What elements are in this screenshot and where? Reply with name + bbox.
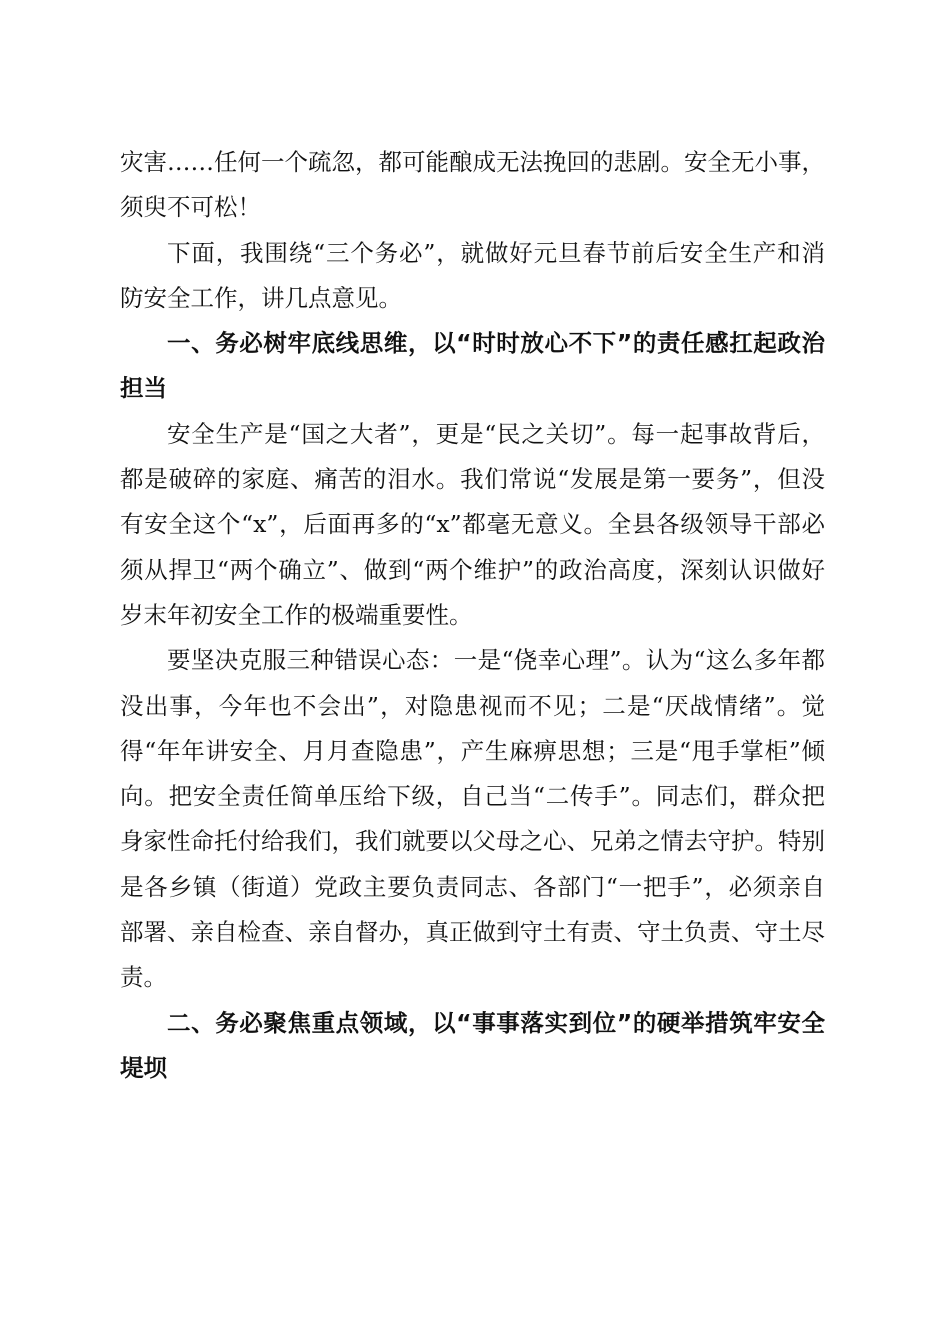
body-paragraph-4: 要坚决克服三种错误心态：一是“侥幸心理”。认为“这么多年都没出事，今年也不会出”，对隐患视而不见；二是“厌战情绪”。觉得“年年讲安全、月月查隐患”，产生麻痹思想；三是“甩手掌柜”倾向。把安全责任简单压给下级，自己当“二传手”。同志们，群众把身家性命托付给我们，我们就要以父母之心、兄弟之情去守护。特别是各乡镇（街道）党政主要负责同志、各部门“一把手”，必须亲自部署、亲自检查、亲自督办，真正做到守土有责、守土负责、守土尽责。 xyxy=(120,646,825,992)
body-paragraph-1: 灾害……任何一个疏忽，都可能酿成无法挽回的悲剧。安全无小事，须臾不可松！ xyxy=(120,148,825,222)
section-heading-1: 一、务必树牢底线思维，以“时时放心不下”的责任感扛起政治担当 xyxy=(120,329,825,403)
body-paragraph-3: 安全生产是“国之大者”，更是“民之关切”。每一起事故背后，都是破碎的家庭、痛苦的泪水。我们常说“发展是第一要务”，但没有安全这个“x”，后面再多的“x”都毫无意义。全县各级领导干部必须从捍卫“两个确立”、做到“两个维护”的政治高度，深刻认识做好岁末年初安全工作的极端重要性。 xyxy=(120,419,825,629)
document-page xyxy=(120,140,825,1091)
body-paragraph-2: 下面，我围绕“三个务必”，就做好元旦春节前后安全生产和消防安全工作，讲几点意见。 xyxy=(120,238,825,312)
section-heading-2: 二、务必聚焦重点领域，以“事事落实到位”的硬举措筑牢安全堤坝 xyxy=(120,1008,825,1082)
